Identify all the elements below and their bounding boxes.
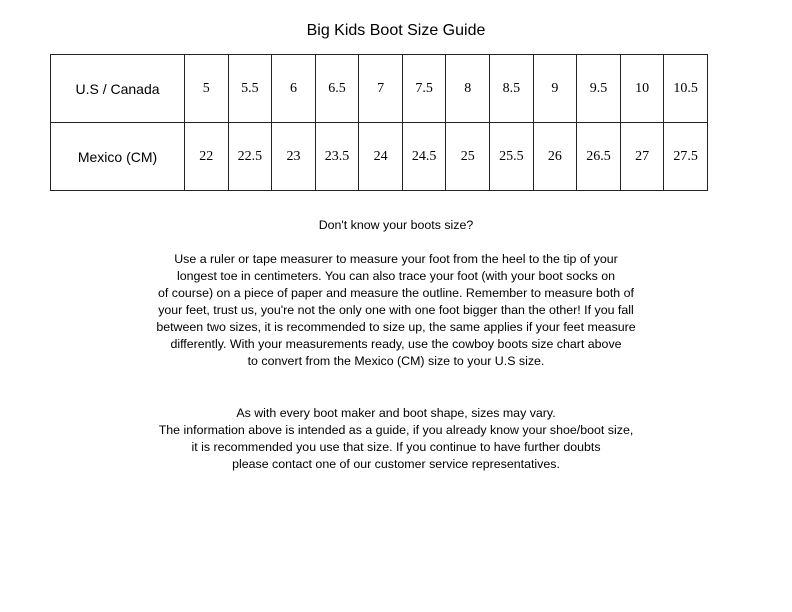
table-cell: 5.5 [228,55,272,123]
table-cell: 24.5 [402,123,446,191]
table-cell: 22.5 [228,123,272,191]
table-row-mexico-cm [51,123,708,191]
table-cell: 7.5 [402,55,446,123]
note-line: As with every boot maker and boot shape, sizes may vary. [236,406,556,420]
table-cell: 10 [620,55,664,123]
table-cell: 22 [185,123,229,191]
note-line: please contact one of our customer service representatives. [232,457,560,471]
table-cell: 27 [620,123,664,191]
instruction-line: longest toe in centimeters. You can also trace your foot (with your boot socks on [176,269,616,283]
question-line: Don't know your boots size? [318,218,474,232]
table-cell: 24 [359,123,403,191]
table-cell: 27.5 [664,123,708,191]
table-cell: 8 [446,55,490,123]
row-header-us-canada: U.S / Canada [51,55,185,123]
instruction-line: between two sizes, it is recommended to size up, the same applies if your feet measure [156,320,636,334]
instruction-line: of course) on a piece of paper and measure the outline. Remember to measure both of [158,286,634,300]
table-cell: 6 [272,55,316,123]
row-header-mexico-cm: Mexico (CM) [51,123,185,191]
table-cell: 25 [446,123,490,191]
table-cell: 9 [533,55,577,123]
table-cell: 10.5 [664,55,708,123]
instruction-line: your feet, trust us, you're not the only one with one foot bigger than the other! If you fall [158,303,634,317]
table-cell: 25.5 [490,123,534,191]
table-cell: 5 [185,55,229,123]
note-line: it is recommended you use that size. If you continue to have further doubts [191,440,601,454]
table-cell: 23.5 [315,123,359,191]
size-disclaimer [0,405,792,473]
table-cell: 23 [272,123,316,191]
table-cell: 26 [533,123,577,191]
table-cell: 9.5 [577,55,621,123]
measuring-instructions [0,251,792,370]
table-cell: 7 [359,55,403,123]
instruction-line: to convert from the Mexico (CM) size to your U.S size. [247,354,545,368]
table-cell: 26.5 [577,123,621,191]
note-line: The information above is intended as a guide, if you already know your shoe/boot size, [158,423,634,437]
size-table [50,54,708,191]
instruction-line: differently. With your measurements ready, use the cowboy boots size chart above [170,337,622,351]
table-cell: 6.5 [315,55,359,123]
page-title: Big Kids Boot Size Guide [306,22,486,39]
instruction-line: Use a ruler or tape measurer to measure your foot from the heel to the tip of your [174,252,618,266]
table-row-us-canada [51,55,708,123]
table-cell: 8.5 [490,55,534,123]
size-question [0,217,792,234]
